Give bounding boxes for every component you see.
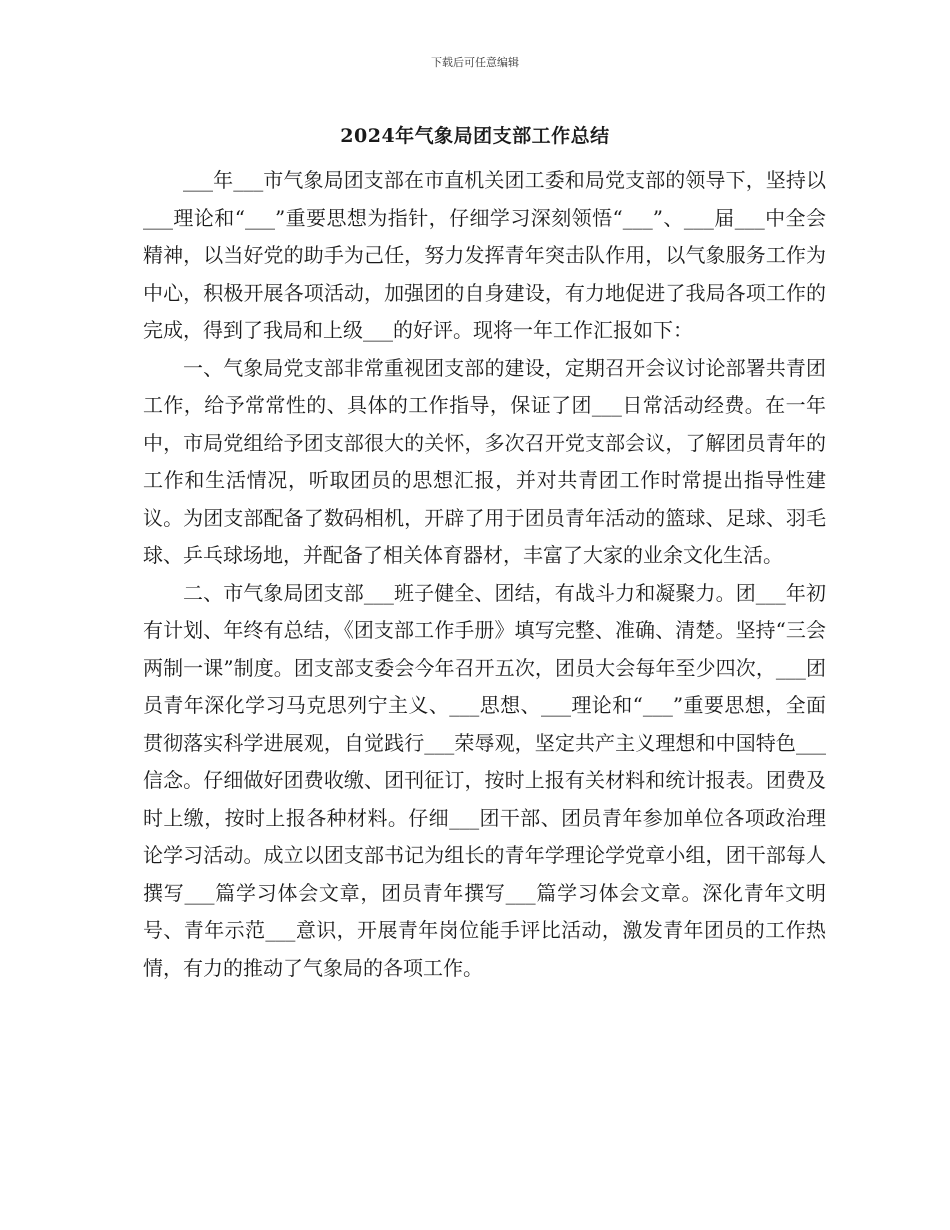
document-body [143, 162, 826, 987]
paragraph-section-one: 一、气象局党支部非常重视团支部的建设，定期召开会议讨论部署共青团工作，给予常常性的、具体的工作指导，保证了团___日常活动经费。在一年中，市局党组给予团支部很大的关怀，多次召开党支部会议，了解团员青年的工作和生活情况，听取团员的思想汇报，并对共青团工作时常提出指导性建议。为团支部配备了数码相机，开辟了用于团员青年活动的篮球、足球、羽毛球、乒乓球场地，并配备了相关体育器材，丰富了大家的业余文化生活。 [143, 355, 826, 567]
page-header-note: 下载后可任意编辑 [431, 56, 519, 69]
document-title: 2024年气象局团支部工作总结 [340, 125, 610, 147]
paragraph-section-two: 二、市气象局团支部___班子健全、团结，有战斗力和凝聚力。团___年初有计划、年终有总结，《团支部工作手册》填写完整、准确、清楚。坚持“三会两制一课”制度。团支部支委会今年召开五次，团员大会每年至少四次，___团员青年深化学习马克思列宁主义、___思想、___理论和“___”重要思想，全面贯彻落实科学进展观，自觉践行___荣辱观，坚定共产主义理想和中国特色___信念。仔细做好团费收缴、团刊征订，按时上报有关材料和统计报表。团费及时上缴，按时上报各种材料。仔细___团干部、团员青年参加单位各项政治理论学习活动。成立以团支部书记为组长的青年学理论学党章小组，团干部每人撰写___篇学习体会文章，团员青年撰写___篇学习体会文章。深化青年文明号、青年示范___意识，开展青年岗位能手评比活动，激发青年团员的工作热情，有力的推动了气象局的各项工作。 [143, 580, 826, 980]
paragraph-intro: ___年___市气象局团支部在市直机关团工委和局党支部的领导下，坚持以___理论和“___”重要思想为指针，仔细学习深刻领悟“___”、___届___中全会精神，以当好党的助手为己任，努力发挥青年突击队作用，以气象服务工作为中心，积极开展各项活动，加强团的自身建设，有力地促进了我局各项工作的完成，得到了我局和上级___的好评。现将一年工作汇报如下： [143, 168, 826, 342]
